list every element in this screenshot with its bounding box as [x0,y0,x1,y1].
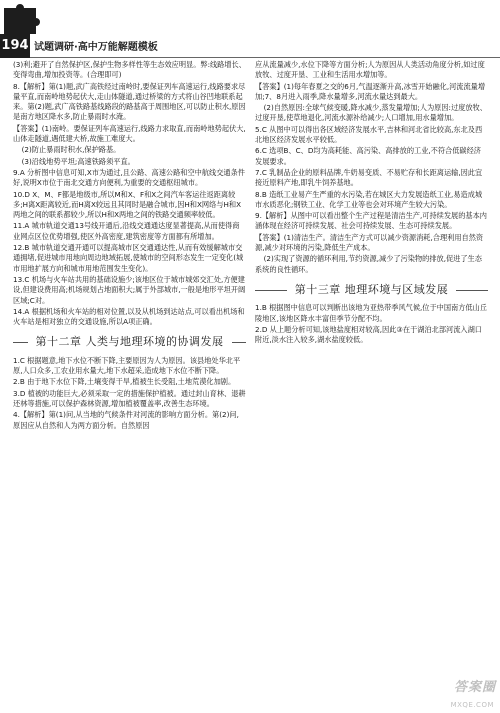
answer-paragraph: 3.D 植被的功能巨大,必须采取一定的措施保护植被。通过封山育林、退耕还林等措施,可以保护森林资源,增加植被覆盖率,改善生态环境。 [13,388,246,408]
answer-paragraph: 2.D 从上题分析可知,该地盐度相对较高,因此③在于湖泊北部河流入湖口附近,淡水注入较多,湖水盐度较低。 [255,324,482,345]
answer-paragraph: 6.C 选项B、C、D均为高耗能、高污染、高排放的工业,不符合低碳经济发展要求。 [255,146,481,166]
running-title: 试题调研·高中万能解题模板 [34,42,158,53]
answer-paragraph: 1.C 根据题意,地下水位不断下降,主要原因为人为原因。该县地处华北平原,人口众多,工农业用水量大,地下水超采,造成地下水位不断下降。 [13,355,241,376]
answer-paragraph: 5.C 从图中可以得出各区域经济发展水平,吉林和河北省比较高,东北及西北地区经济发展水平较低。 [255,124,483,145]
answer-paragraph: 【答案】(1)南岭。要保证列车高速运行,线路力求取直,而南岭地势起伏大,山体走隧道,遇低建大桥,故施工难度大。 [13,123,246,144]
answer-paragraph: 10.D X、M、F都是地级市,所以M和X、F和X之间汽车客运往返距离较多;H离X距离较近,而H离X较远且其同时是融合城市,因H和X网络与H和X两地之间的联系都较少,所以H和X两地之间的铁路交通频率较低。 [13,189,241,220]
answer-paragraph: (2)防止暴雨时积水,保护路基。 [21,145,121,155]
answer-paragraph: 12.B 城市轨道交通开通可以提高城市区交通通达性,从而有效缓解城市交通拥堵,促进城市用地向周边地域拓展,使城市的空间形态发生一定变化(城市用地扩展方向和城市用地范围发生变化)。 [13,243,244,273]
page-header [0,0,500,58]
answer-paragraph: 11.A 城市轨道交通13号线开通后,沿线交通通达度显著提高,从而使得商业网点区位优势增强,使区外高密度,建筑密度等方面都有所增加。 [13,221,240,241]
right-column [255,60,488,346]
chapter-title: 第十二章 人类与地理环境的协调发展 [35,335,224,349]
answer-paragraph: 【答案】(1)清洁生产。清洁生产方式可以减少资源消耗,合理利用自然资源,减少对环境的污染,降低生产成本。 [255,232,484,253]
answer-paragraph: (3)利;避开了自然保护区,保护生物多样性等生态效应明显。弊:线路增长、变得弯曲,增加投资等。(合理即可) [13,60,246,80]
heading-rule [255,290,287,291]
answer-paragraph: (2)自然原因:全球气候变暖,降水减少,蒸发量增加;人为原因:过度放牧、过度开垦,使草地退化,河流水源补给减少;人口增加,用水量增加。 [255,103,487,123]
answer-paragraph: 应从流量减少,水位下降等方面分析;人为原因从人类活动角度分析,如过度放牧、过度开垦、工业和生活用水增加等。 [255,60,485,80]
heading-rule [456,290,488,291]
answer-paragraph: 13.C 机场与火车站共用的基础设施少;该地区位于城市城郊交汇处,方便建设,但建设费用高;机场规划占地面积大;属于外部城市,一般是地形平坦开阔区域;C对。 [13,274,246,305]
page-number: 194 [0,34,30,58]
left-column [13,60,246,432]
answer-paragraph: 1.B 根据图中信息可以判断出该地为亚热带季风气候,位于中国南方低山丘陵地区,该地区降水丰富但季节分配不均。 [255,303,487,323]
answer-paragraph: 14.A 根据机场和火车站的相对位置,以及从机场到达站点,可以看出机场和火车站是相对独立的交通设施,所以A项正确。 [13,306,245,327]
heading-rule [232,342,247,343]
watermark-url: MXQE.COM [450,701,494,709]
header-divider [30,57,500,58]
answer-paragraph: 2.B 由于地下水位下降,土壤变得干旱,植被生长受阻,土地荒漠化加剧。 [13,377,236,387]
chapter-heading [255,282,488,296]
chapter-heading [13,337,246,347]
answer-paragraph: 4.【解析】第(1)问,从当地的气候条件对河流的影响方面分析。第(2)问,原因应从自然和人为两方面分析。自然原因 [13,410,239,430]
chapter-title: 第十三章 地理环境与区域发展 [294,282,449,296]
answer-paragraph: 9.【解析】从图中可以看出整个生产过程是清洁生产,可持续发展的基本内涵体现在经济可持续发展、社会可持续发展、生态可持续发展。 [255,211,487,231]
answer-paragraph: 9.A 分析图中信息可知,X市为通过,且公路、高速公路和空中航线交通条件好,说明X市位于南北交通方向便利,为重要的交通枢纽城市。 [13,167,245,188]
heading-rule [13,342,28,343]
answer-paragraph: 8.B 造纸工业易产生严重的水污染,若在城区大力发展造纸工业,易造成城市水质恶化;钢铁工业、化学工业等也会对环境产生较大污染。 [255,189,483,209]
watermark-text: 答案圈 [453,680,496,695]
answer-paragraph: 【答案】(1)每年春夏之交的6月,气温逐渐升高,冰雪开始融化,河流流量增加;7、8月进入雨季,降水量增多,河流水量达到最大。 [255,81,486,101]
answer-paragraph: (3)沿线地势平坦;高速铁路须平直。 [21,156,135,166]
puzzle-icon [2,4,46,34]
answer-paragraph: 8.【解析】第(1)题,武广高铁经过南岭时,要保证列车高速运行,线路要求尽量平直,而南岭地势起伏大,走山体隧道,通过桥梁的方式将山谷凹地联系起来。第(2)题,武广高铁路基线路段的路基高于周围地区,可以防止积水,原因是南方地区降水多,防止暴雨时水淹。 [13,81,246,122]
answer-paragraph: 7.C 乳制品企业的原料品牌,牛奶易变质、不易贮存和长距离运输,因此宜接近原料产地,即乳牛饲养基地。 [255,167,483,188]
answer-paragraph: (2)实现了资源的循环利用,节约资源,减少了污染物的排放,促进了生态系统的良性循环。 [255,254,482,274]
